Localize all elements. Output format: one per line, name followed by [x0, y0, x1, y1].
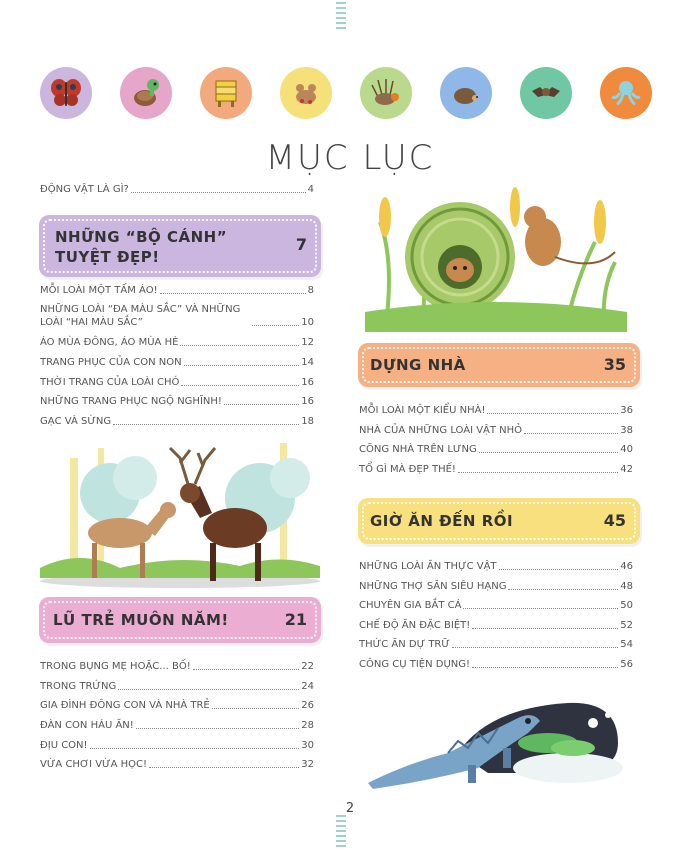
- toc-entry-page: 30: [301, 740, 314, 751]
- octopus-icon: [600, 67, 652, 119]
- toc-entry-label: ĐÀN CON HÁU ĂN!: [40, 720, 134, 731]
- toc-entry-page: 26: [301, 700, 314, 711]
- toc-entry[interactable]: [359, 619, 633, 632]
- butterfly-icon: [40, 67, 92, 119]
- toc-entry-page: 50: [620, 600, 633, 611]
- toc-entry-page: 22: [301, 661, 314, 672]
- mouse-icon: [280, 67, 332, 119]
- section-page-number: 21: [284, 610, 307, 629]
- toc-entry-label: MỖI LOÀI MỘT KIỂU NHÀ!: [359, 405, 486, 416]
- toc-entry-page: 48: [620, 581, 633, 592]
- toc-entry-label: THỜI TRANG CỦA LOÀI CHÓ: [40, 377, 180, 388]
- section-title: GIỜ ĂN ĐẾN RỒI: [370, 512, 514, 530]
- toc-entry-label: NHỮNG TRANG PHỤC NGỘ NGHĨNH!: [40, 396, 222, 407]
- toc-entry-label: TRONG TRỨNG: [40, 681, 117, 692]
- toc-entry-label: ĐỘNG VẬT LÀ GÌ?: [40, 184, 129, 195]
- toc-entry-page: 28: [301, 720, 314, 731]
- toc-entry[interactable]: [359, 424, 633, 437]
- toc-entry[interactable]: [40, 356, 314, 369]
- section-page-number: 7: [295, 235, 307, 254]
- toc-entry-label: ĐỊU CON!: [40, 740, 88, 751]
- toc-entry-page: 52: [620, 620, 633, 631]
- iguana-illustration: [368, 693, 630, 793]
- bat-icon: [520, 67, 572, 119]
- section-title: LŨ TRẺ MUÔN NĂM!: [53, 611, 229, 629]
- toc-entry[interactable]: [40, 739, 314, 752]
- toc-entry-page: 56: [620, 659, 633, 670]
- toc-entry-intro[interactable]: [40, 183, 314, 196]
- toc-entry-label: ÁO MÙA ĐÔNG, ÁO MÙA HÈ: [40, 337, 179, 348]
- toc-entry-page: 8: [307, 285, 314, 296]
- toc-entry-label: TỔ GÌ MÀ ĐẸP THẾ!: [359, 464, 456, 475]
- toc-entry-page: 36: [620, 405, 633, 416]
- toc-entry-page: 24: [301, 681, 314, 692]
- page-number: 2: [345, 801, 355, 816]
- toc-entry[interactable]: [40, 376, 314, 389]
- toc-entry-label: CÔNG CỤ TIỆN DỤNG!: [359, 659, 471, 670]
- toc-entry-label: TRONG BỤNG MẸ HOẶC... BỐ!: [40, 661, 191, 672]
- chapter-icon-row: [40, 67, 660, 119]
- toc-entry[interactable]: [40, 758, 314, 771]
- section-page-number: 35: [603, 355, 626, 374]
- toc-entry-label: GẠC VÀ SỪNG: [40, 416, 112, 427]
- toc-entry[interactable]: [40, 415, 314, 428]
- toc-entry-page: 46: [620, 561, 633, 572]
- toc-entry[interactable]: [40, 719, 314, 732]
- toc-entry-label: NHỮNG LOÀI “ĐA MÀU SẮC” VÀ NHỮNG LOÀI “HAI MÀU SẮC”: [40, 304, 241, 328]
- toc-entry-label: THỨC ĂN DỰ TRỮ: [359, 639, 450, 650]
- toc-entry-label: GIA ĐÌNH ĐÔNG CON VÀ NHÀ TRẺ: [40, 700, 210, 711]
- top-decoration: [336, 2, 346, 32]
- toc-entry[interactable]: [359, 463, 633, 476]
- section-header-costumes[interactable]: [39, 215, 321, 277]
- toc-entry[interactable]: [359, 404, 633, 417]
- toc-entry-label: NHỮNG THỢ SĂN SIÊU HẠNG: [359, 581, 507, 592]
- toc-entry-page: 18: [301, 416, 314, 427]
- section-header-young[interactable]: [39, 597, 321, 643]
- toc-entry[interactable]: [359, 560, 633, 573]
- toc-entry-label: VỪA CHƠI VỪA HỌC!: [40, 759, 148, 770]
- toc-entry[interactable]: [359, 580, 633, 593]
- toc-entry-label: NHÀ CỦA NHỮNG LOÀI VẬT NHỎ: [359, 425, 523, 436]
- toc-entry-label: CHUYÊN GIA BẮT CÁ: [359, 600, 462, 611]
- toc-entry-label: NHỮNG LOÀI ĂN THỰC VẬT: [359, 561, 497, 572]
- toc-entry[interactable]: [40, 660, 314, 673]
- toc-entry-page: 12: [301, 337, 314, 348]
- toc-entry[interactable]: [359, 658, 633, 671]
- section-page-number: 45: [603, 511, 626, 530]
- page-title: MỤC LỤC: [265, 138, 435, 178]
- toc-entry[interactable]: [40, 284, 314, 297]
- toc-entry-page: 14: [301, 357, 314, 368]
- toc-entry-page: 42: [620, 464, 633, 475]
- toc-entry-page: 4: [307, 184, 314, 195]
- mouse-nest-illustration: [365, 182, 627, 332]
- toc-entry-page: 10: [301, 317, 314, 328]
- toc-entry[interactable]: [40, 336, 314, 349]
- toc-entry[interactable]: [40, 303, 314, 329]
- toc-entry-page: 54: [620, 639, 633, 650]
- section-header-food[interactable]: [358, 498, 640, 544]
- bottom-decoration: [336, 815, 346, 850]
- toc-entry[interactable]: [359, 443, 633, 456]
- hedgehog-icon: [440, 67, 492, 119]
- turtle-icon: [120, 67, 172, 119]
- toc-entry-label: CÕNG NHÀ TRÊN LƯNG: [359, 444, 477, 455]
- toc-entry[interactable]: [359, 599, 633, 612]
- toc-entry[interactable]: [40, 395, 314, 408]
- toc-entry-page: 40: [620, 444, 633, 455]
- toc-entry[interactable]: [40, 680, 314, 693]
- toc-entry-label: TRANG PHỤC CỦA CON NON: [40, 357, 182, 368]
- deer-illustration: [40, 438, 320, 588]
- toc-entry-page: 32: [301, 759, 314, 770]
- toc-entry-label: CHẾ ĐỘ ĂN ĐẶC BIỆT!: [359, 620, 471, 631]
- section-header-home[interactable]: [358, 343, 640, 387]
- beehive-icon: [200, 67, 252, 119]
- toc-entry-page: 16: [301, 396, 314, 407]
- toc-entry[interactable]: [40, 699, 314, 712]
- section-title: DỰNG NHÀ: [370, 356, 466, 374]
- section-title: NHỮNG “BỘ CÁNH” TUYỆT ĐẸP!: [55, 228, 228, 266]
- toc-entry-label: MỖI LOÀI MỘT TẤM ÁO!: [40, 285, 158, 296]
- toc-entry[interactable]: [359, 638, 633, 651]
- toc-entry-page: 16: [301, 377, 314, 388]
- toc-entry-page: 38: [620, 425, 633, 436]
- porcupine-icon: [360, 67, 412, 119]
